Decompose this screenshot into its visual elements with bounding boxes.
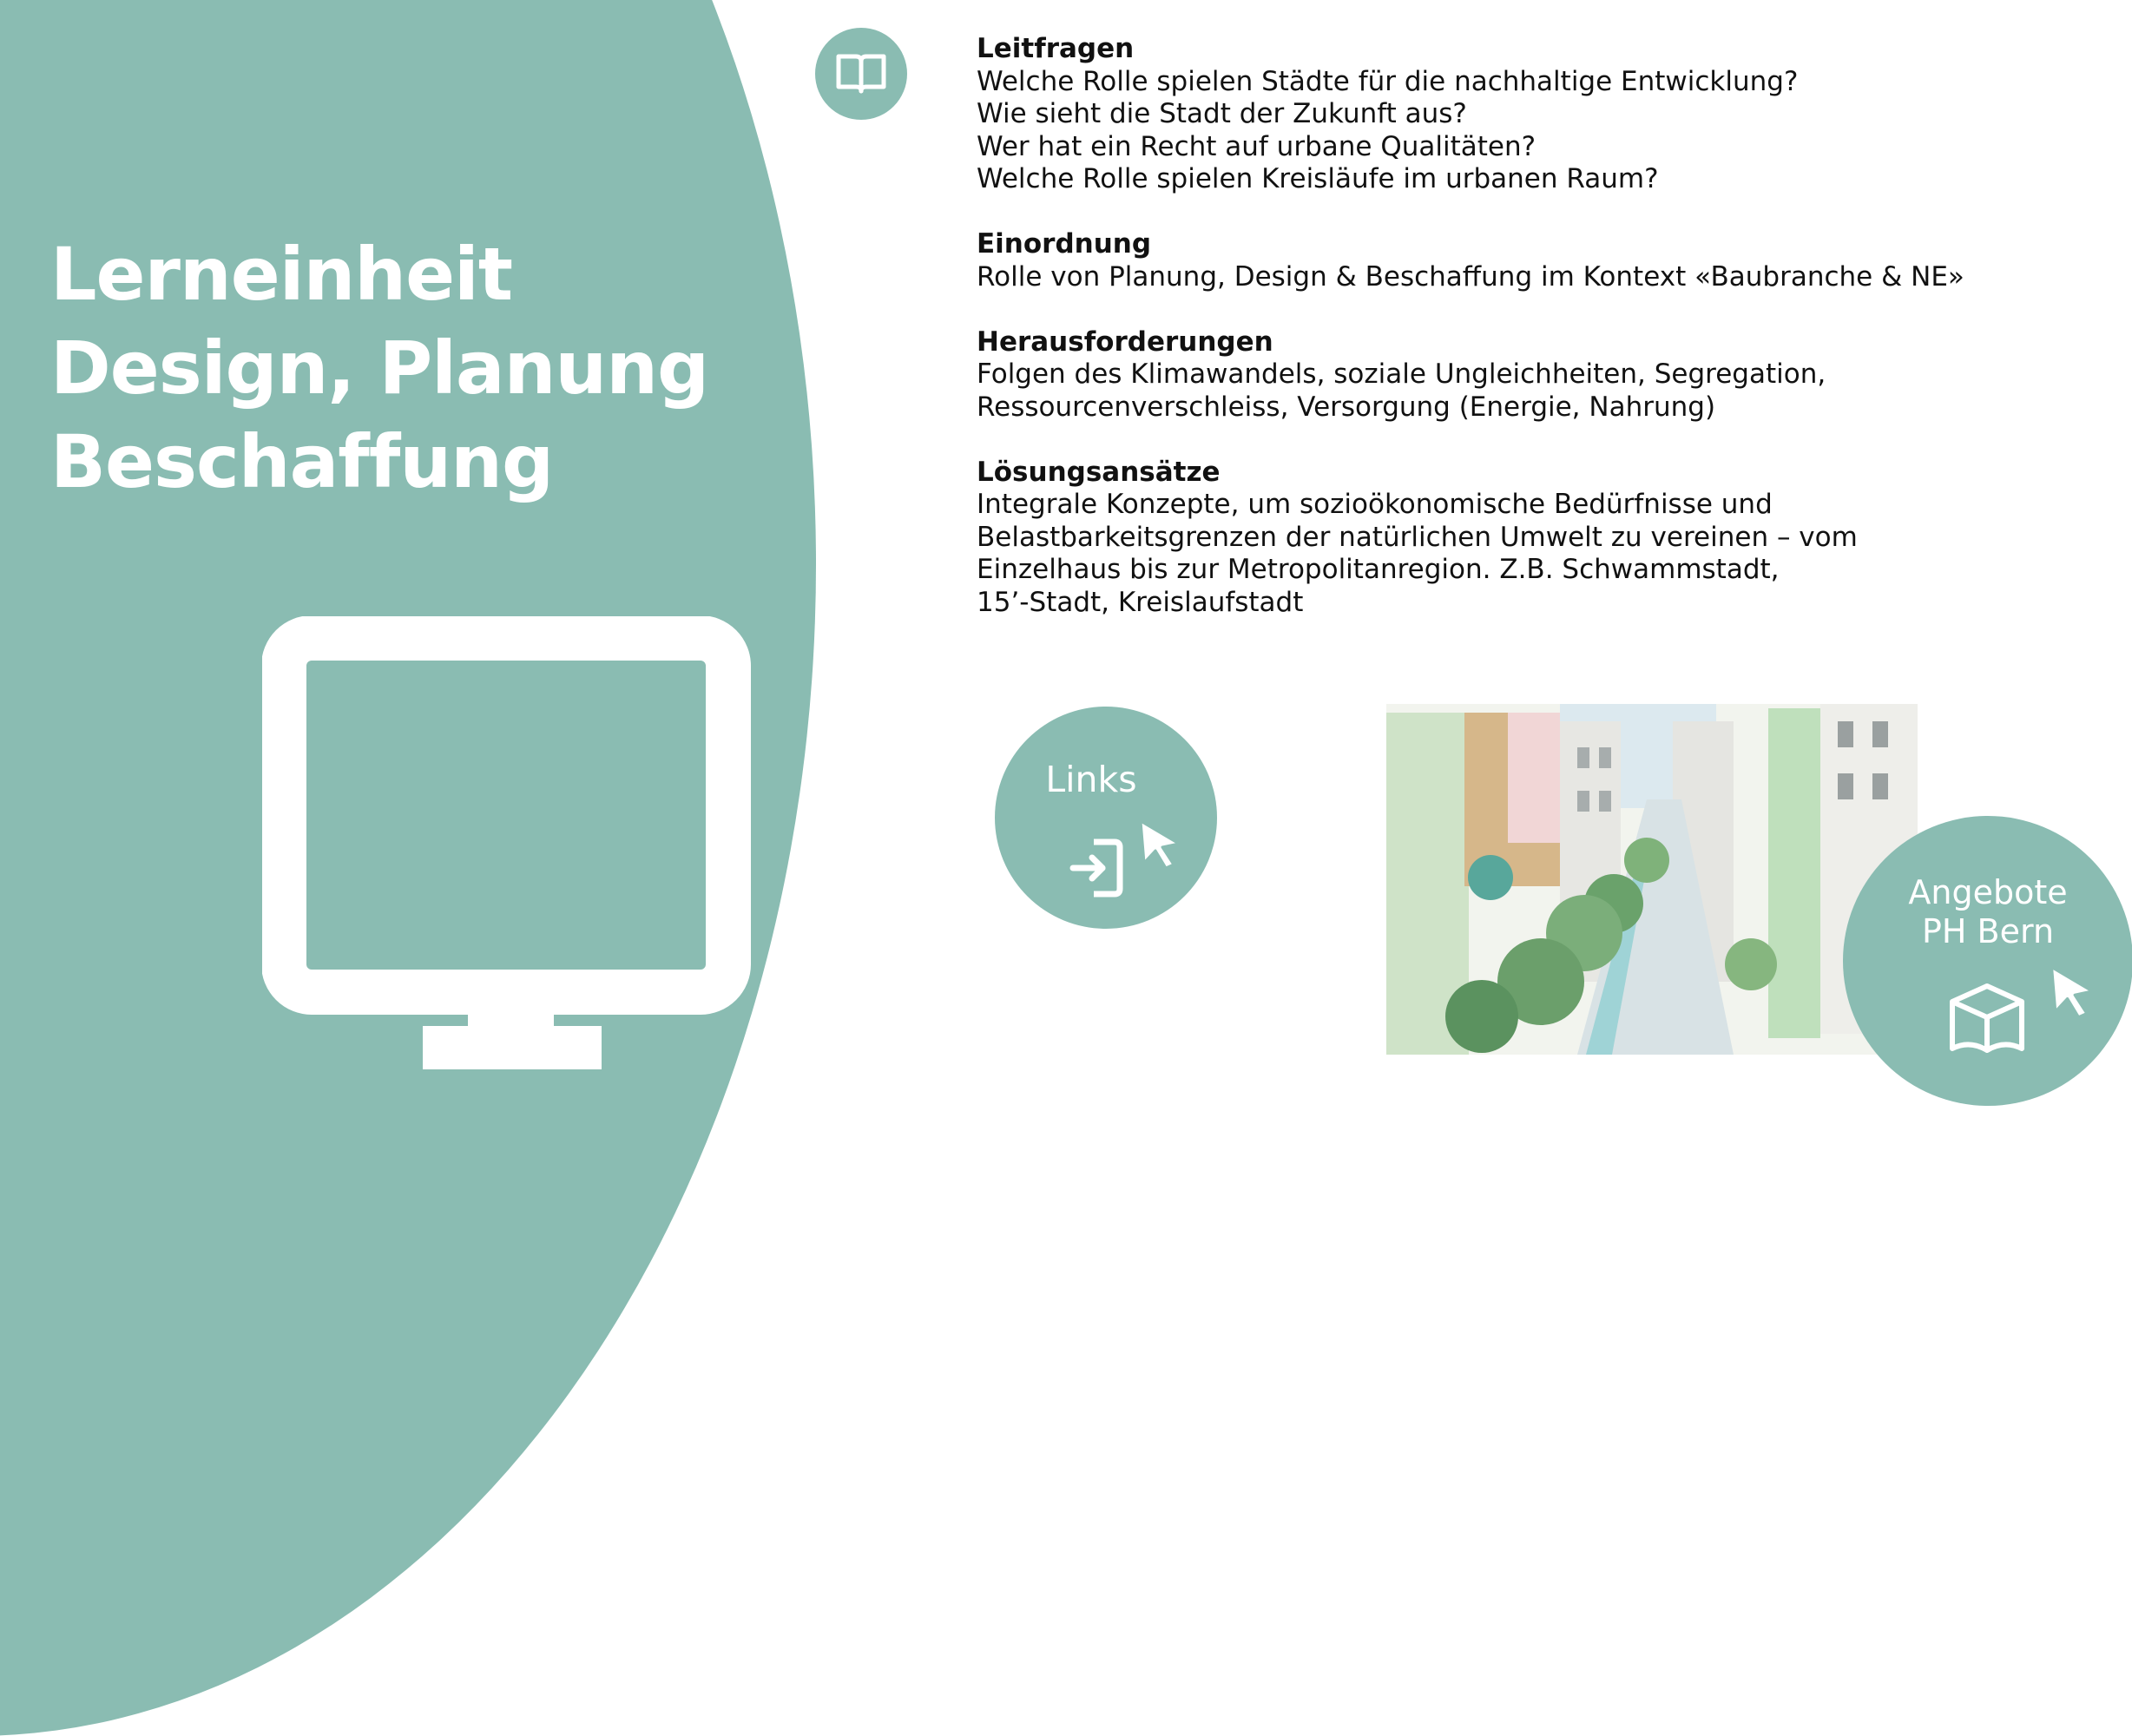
section-heading: Leitfragen [977, 33, 1135, 64]
section-herausforderungen [977, 326, 2088, 424]
green-city-street-illustration [1386, 704, 1918, 1055]
pointer-cursor-icon [2048, 963, 2098, 1019]
section-loesungsansaetze [977, 457, 2088, 620]
section-text-line: Wie sieht die Stadt der Zukunft aus? [977, 98, 1467, 129]
section-text-line: Welche Rolle spielen Städte für die nachhaltige Entwicklung? [977, 65, 1799, 97]
section-text-line: Welche Rolle spielen Kreisläufe im urbanen Raum? [977, 163, 1659, 194]
section-text-line: Ressourcenverschleiss, Versorgung (Energie, Nahrung) [977, 391, 1716, 423]
city-illustration [1386, 704, 1918, 1055]
section-text-line: Wer hat ein Recht auf urbane Qualitäten? [977, 130, 1536, 162]
book-badge [815, 28, 907, 120]
angebote-button[interactable] [1843, 816, 2132, 1106]
section-leitfragen [977, 33, 2088, 196]
links-button-label: Links [1045, 759, 1137, 800]
section-einordnung [977, 228, 2088, 293]
login-arrow-icon [1068, 837, 1125, 899]
lesson-title [50, 227, 708, 509]
monitor-icon [262, 616, 759, 1069]
lesson-title-line-1: Lerneinheit [50, 232, 513, 317]
open-book-icon [835, 51, 887, 96]
section-heading: Herausforderungen [977, 326, 1273, 358]
section-text-line: 15’-Stadt, Kreislaufstadt [977, 586, 1304, 618]
lesson-title-line-2: Design, Planung [50, 326, 709, 411]
section-text-line: Einzelhaus bis zur Metropolitanregion. Z.B. Schwammstadt, [977, 554, 1780, 585]
section-text-line: Integrale Konzepte, um sozioökonomische Bedürfnisse und [977, 489, 1773, 520]
open-book-icon [1945, 979, 2029, 1059]
links-button[interactable] [995, 707, 1217, 929]
section-heading: Lösungsansätze [977, 456, 1221, 488]
angebote-label-line-2: PH Bern [1921, 912, 2055, 950]
section-text-line: Folgen des Klimawandels, soziale Ungleichheiten, Segregation, [977, 358, 1826, 390]
angebote-label-line-1: Angebote [1908, 873, 2068, 911]
pointer-cursor-icon [1137, 818, 1184, 870]
content-panel [977, 33, 2088, 652]
lesson-title-line-3: Beschaffung [50, 419, 554, 504]
section-text-line: Rolle von Planung, Design & Beschaffung im Kontext «Baubranche & NE» [977, 260, 1964, 293]
section-heading: Einordnung [977, 228, 1152, 260]
angebote-button-label [1843, 873, 2132, 951]
section-text-line: Belastbarkeitsgrenzen der natürlichen Umwelt zu vereinen – vom [977, 521, 1858, 553]
